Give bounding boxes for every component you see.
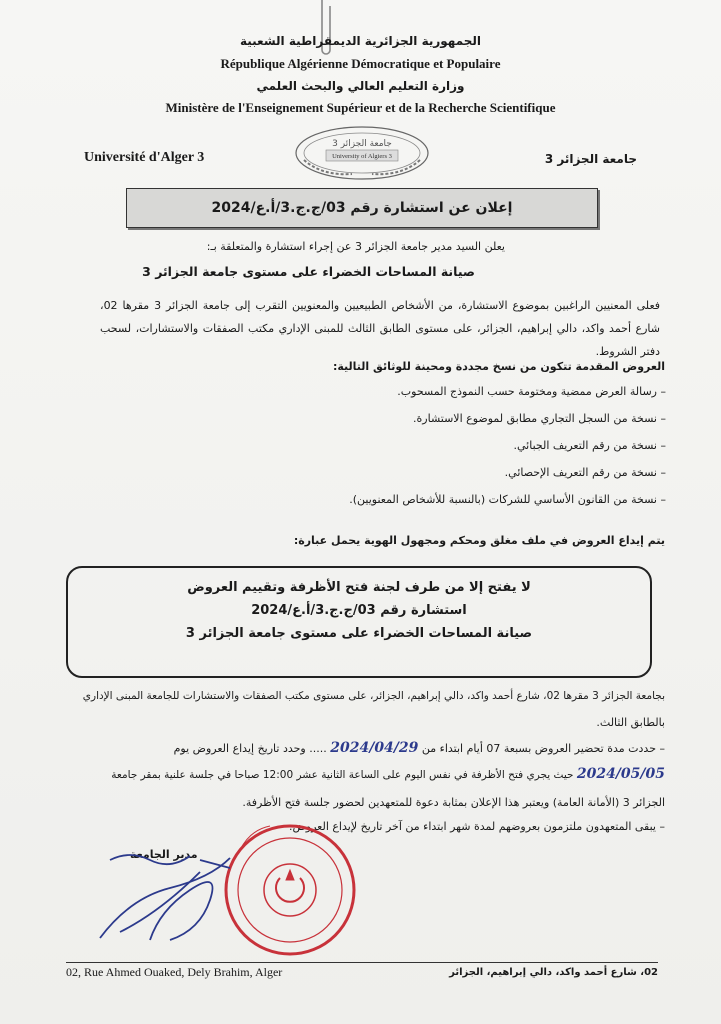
republic-name-arabic: الجمهورية الجزائرية الديمقراطية الشعبية [239,34,482,48]
envelope-line-1: لا يفتح إلا من طرف لجنة فتح الأظرفة وتقييم العروض [187,580,531,595]
intro-text: يعلن السيد مدير جامعة الجزائر 3 عن إجراء استشارة والمتعلقة بـ: [206,240,505,253]
university-name-arabic: جامعة الجزائر 3 [544,152,637,166]
document-item: – نسخة من رقم التعريف الإحصائي. [504,466,666,479]
page-footer [66,962,658,979]
document-item: – رسالة العرض ممضية ومختومة حسب النموذج المسحوب. [397,385,666,398]
ministry-name-arabic: وزارة التعليم العالي والبحث العلمي [256,79,465,93]
envelope-line-3: صيانة المساحات الخضراء على مستوى جامعة الجزائر 3 [185,626,533,641]
signature-icon [100,855,230,940]
official-stamp-and-signature [90,820,360,960]
validity-text: – يبقى المتعهدون ملتزمون بعروضهم لمدة شهر ابتداء من آخر تاريخ لإيداع العروض. [288,820,665,833]
announcement-title: إعلان عن استشارة رقم 03/ج.ج.3/أ.ع/2024 [211,200,513,216]
invitation-paragraph: فعلى المعنيين الراغبين بموضوع الاستشارة، من الأشخاص الطبيعيين والمعنويين التقرب إلى جامعة الجزائر 3 مقرها 02، شارع أحمد واكد، دالي إبراهيم، الجزائر، على مستوى الطابق الثالث للمبنى الإداري مكتب الصفقات والاستشارات، لسحب دفتر الشروط. [100,299,661,358]
document-item: – نسخة من القانون الأساسي للشركات (بالنسبة للأشخاص المعنويين). [349,493,666,506]
footer-address-french: 02, Rue Ahmed Ouaked, Dely Brahim, Alger [66,965,283,979]
envelope-line-2: استشارة رقم 03/ج.ج.3/أ.ع/2024 [251,603,467,618]
deadline-line-3: الجزائر 3 (الأمانة العامة) ويعتبر هذا الإعلان بمثابة دعوة للمتعهدين لحضور جلسة فتح الأظرفة. [242,796,665,809]
documents-heading: العروض المقدمة تتكون من نسخ مجددة ومحينة للوثائق التالية: [332,360,665,373]
handwritten-deposit-date: 2024/05/05 [576,766,665,782]
documents-list [100,382,666,517]
deadline-line-2: 2024/05/05 حيث يجري فتح الأظرفة في نفس اليوم على الساعة الثانية عشر 12:00 صباحا في جلسة علنية بمقر جامعة [111,766,665,782]
deposit-heading: يتم إيداع العروض في ملف مغلق ومحكم ومجهول الهوية يحمل عبارة: [293,534,665,547]
subject-heading: صيانة المساحات الخضراء على مستوى جامعة الجزائر 3 [142,264,475,279]
logo-arabic-text: جامعة الجزائر 3 [332,139,392,149]
envelope-label-box [66,566,652,678]
address-line-1: بجامعة الجزائر 3 مقرها 02، شارع أحمد واكد، دالي إبراهيم، الجزائر، على مستوى مكتب الصفقات والاستشارات للجامعة المبنى الإداري [82,690,665,702]
ministry-name-french: Ministère de l'Enseignement Supérieur et de la Recherche Scientifique [165,100,556,115]
document-item: – نسخة من رقم التعريف الجبائي. [513,439,666,452]
address-line-2: بالطابق الثالث. [596,716,665,729]
footer-address-arabic: 02، شارع أحمد واكد، دالي إبراهيم، الجزائر [449,967,658,978]
paperclip-icon [318,0,332,62]
handwritten-start-date: 2024/04/29 [330,740,419,756]
stamp-icon [226,826,354,954]
university-name-french: Université d'Alger 3 [84,150,205,165]
deadline-line-1: – حددت مدة تحضير العروض بسبعة 07 أيام ابتداء من 2024/04/29 ..... وحدد تاريخ إيداع العروض يوم [173,740,665,756]
logo-english-text: University of Algiers 3 [332,153,392,160]
republic-name-french: République Algérienne Démocratique et Populaire [220,56,501,71]
university-logo [292,124,432,182]
signature-title: مدير الجامعة [130,848,198,861]
document-item: – نسخة من السجل التجاري مطابق لموضوع الاستشارة. [413,412,666,425]
announcement-title-box [126,188,598,228]
